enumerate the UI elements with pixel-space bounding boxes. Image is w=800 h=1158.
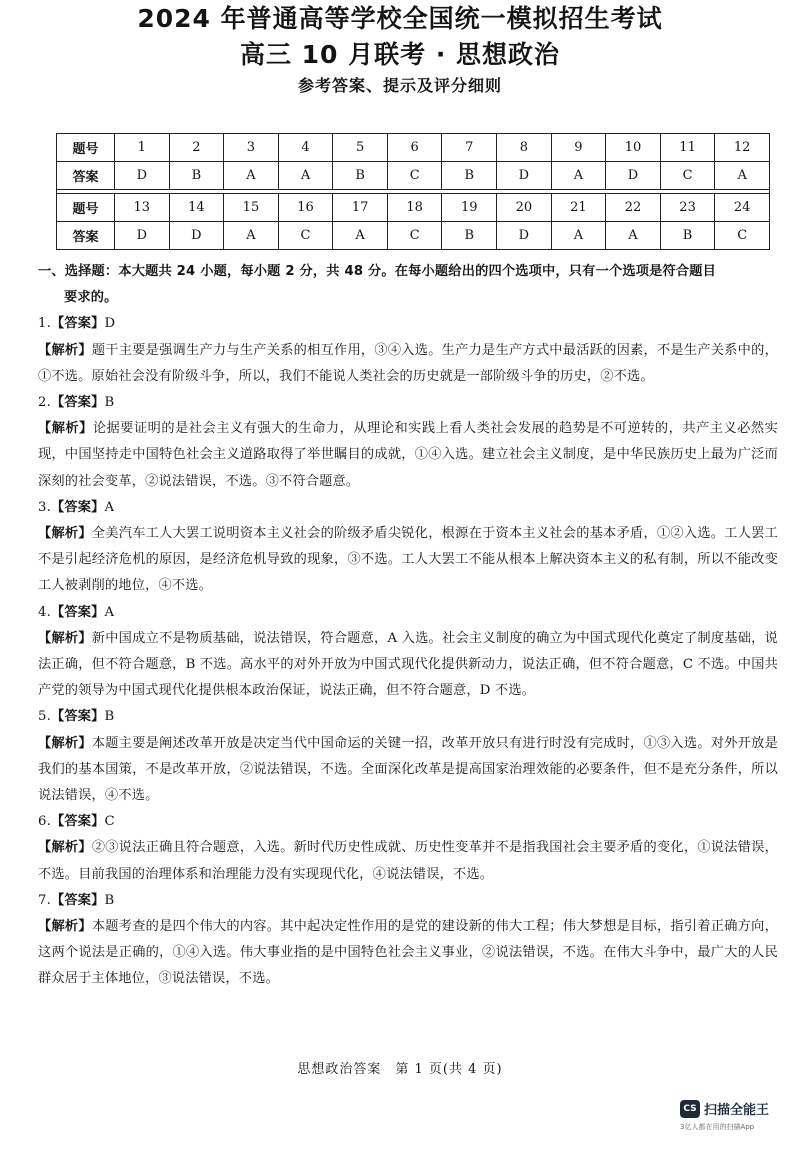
answer-cell: D <box>115 162 170 190</box>
answer-cell: C <box>387 222 442 250</box>
answer-value: B <box>104 395 115 411</box>
answer-table-answer-row <box>57 222 770 250</box>
question-number-cell: 7 <box>442 134 497 162</box>
question-number: 4. <box>38 604 51 620</box>
question-number-cell: 12 <box>715 134 770 162</box>
row-header: 题号 <box>57 194 115 222</box>
answer-cell: B <box>333 162 388 190</box>
question-answer-line <box>38 600 778 626</box>
answer-table-number-row <box>57 194 770 222</box>
answer-cell: C <box>660 162 715 190</box>
explanation-text: 本题主要是阐述改革开放是决定当代中国命运的关键一招，改革开放只有进行时没有完成时，①③入选。对外开放是我们的基本国策，不是改革开放，②说法错误，不选。全面深化改革是提高国家治理效能的必要条件，但不是充分条件，所以说法错误，④不选。 <box>38 735 778 804</box>
explanation-tag: 【解析】 <box>38 630 92 646</box>
question-number-cell: 17 <box>333 194 388 222</box>
answer-cell: A <box>551 162 606 190</box>
camscanner-logo-icon: CS <box>680 1100 700 1118</box>
explanation-text: ②③说法正确且符合题意，入选。新时代历史性成就、历史性变革并不是指我国社会主要矛盾的变化，①说法错误，不选。目前我国的治理体系和治理能力没有实现现代化，④说法错误，不选。 <box>38 840 778 882</box>
answer-value: B <box>104 892 115 908</box>
answer-value: A <box>104 604 115 620</box>
question-number-cell: 15 <box>224 194 279 222</box>
answer-cell: A <box>715 162 770 190</box>
page-footer: 思想政治答案 第 1 页(共 4 页) <box>297 1062 503 1077</box>
explanation-tag: 【解析】 <box>38 342 92 358</box>
section-intro-line2: 要求的。 <box>64 290 118 306</box>
question-number-cell: 9 <box>551 134 606 162</box>
question-answer-line <box>38 311 778 337</box>
answer-tag: 【答案】 <box>50 316 105 332</box>
explanation-text: 全美汽车工人大罢工说明资本主义社会的阶级矛盾尖锐化，根源在于资本主义社会的基本矛盾，①②入选。工人罢工不是引起经济危机的原因，是经济危机导致的现象，③不选。工人大罢工不能从根本上解决资本主义的私有制，所以不能改变工人被剥削的地位，④不选。 <box>38 526 778 594</box>
question-number-cell: 6 <box>387 134 442 162</box>
question-number-cell: 20 <box>497 194 552 222</box>
question-number-cell: 24 <box>715 194 770 222</box>
question-number-cell: 18 <box>387 194 442 222</box>
question-number-cell: 21 <box>551 194 606 222</box>
answer-cell: A <box>224 162 279 190</box>
explanation-text: 新中国成立不是物质基础，说法错误，符合题意，A 入选。社会主义制度的确立为中国式现代化奠定了制度基础，说法正确，但不符合题意，B 不选。高水平的对外开放为中国式现代化提供新动力，说法正确，但不符合题意，C 不选。中国共产党的领导为中国式现代化提供根本政治保证，说法正确，但不符合题意，D 不选。 <box>38 630 778 699</box>
question-number-cell: 11 <box>660 134 715 162</box>
explanation-tag: 【解析】 <box>38 421 93 437</box>
answer-tag: 【答案】 <box>50 814 105 830</box>
question-number: 6. <box>38 814 51 830</box>
question-number-cell: 1 <box>115 134 170 162</box>
question-number-cell: 10 <box>606 134 661 162</box>
watermark-tagline: 3亿人都在用的扫描App <box>680 1123 755 1131</box>
answer-cell: D <box>606 162 661 190</box>
answer-tag: 【答案】 <box>50 604 105 620</box>
row-header: 题号 <box>57 134 115 162</box>
watermark-app-name: 扫描全能王 <box>704 1103 770 1118</box>
explanation-paragraph <box>38 521 778 600</box>
section-intro-line1: 一、选择题：本大题共 24 小题，每小题 2 分，共 48 分。在每小题给出的四个选项中，只有一个选项是符合题目 <box>38 264 717 279</box>
answer-table-answer-row <box>57 162 770 190</box>
answer-cell: D <box>169 222 224 250</box>
answer-cell: B <box>442 162 497 190</box>
explanation-paragraph <box>38 416 778 495</box>
answer-cell: B <box>169 162 224 190</box>
answer-tag: 【答案】 <box>50 709 105 725</box>
explanation-tag: 【解析】 <box>38 735 92 751</box>
question-number-cell: 13 <box>115 194 170 222</box>
answer-cell: A <box>278 162 333 190</box>
question-number-cell: 14 <box>169 194 224 222</box>
question-number: 5. <box>38 709 51 725</box>
explanation-tag: 【解析】 <box>38 526 92 542</box>
question-number-cell: 5 <box>333 134 388 162</box>
question-number: 1. <box>38 316 51 332</box>
question-number: 7. <box>38 892 51 908</box>
exam-subtitle: 高三 10 月联考 · 思想政治 <box>239 40 561 69</box>
answer-cell: A <box>606 222 661 250</box>
question-number-cell: 2 <box>169 134 224 162</box>
question-number-cell: 23 <box>660 194 715 222</box>
explanation-paragraph <box>38 914 778 993</box>
question-number-cell: 22 <box>606 194 661 222</box>
exam-title: 2024 年普通高等学校全国统一模拟招生考试 <box>137 4 663 33</box>
question-number-cell: 8 <box>497 134 552 162</box>
answer-cell: C <box>715 222 770 250</box>
answer-value: B <box>104 709 115 725</box>
answer-cell: C <box>387 162 442 190</box>
answer-tag: 【答案】 <box>50 395 105 411</box>
answer-tag: 【答案】 <box>50 499 105 515</box>
answer-table-number-row <box>57 134 770 162</box>
question-number: 3. <box>38 499 51 515</box>
question-answer-line <box>38 888 778 914</box>
answer-table <box>56 133 770 250</box>
question-number: 2. <box>38 395 51 411</box>
row-header: 答案 <box>57 222 115 250</box>
answer-cell: A <box>551 222 606 250</box>
answer-value: A <box>104 499 115 515</box>
question-answer-line <box>38 704 778 730</box>
question-number-cell: 3 <box>224 134 279 162</box>
answer-value: C <box>104 814 115 830</box>
explanation-paragraph <box>38 626 778 705</box>
explanation-tag: 【解析】 <box>38 919 92 935</box>
answer-cell: C <box>278 222 333 250</box>
question-answer-line <box>38 809 778 835</box>
answer-value: D <box>104 316 116 332</box>
answer-cell: D <box>497 222 552 250</box>
explanation-paragraph <box>38 731 778 810</box>
section-intro <box>38 259 778 311</box>
answer-cell: D <box>115 222 170 250</box>
answer-cell: B <box>660 222 715 250</box>
answer-cell: D <box>497 162 552 190</box>
explanation-text: 题干主要是强调生产力与生产关系的相互作用，③④入选。生产力是生产方式中最活跃的因素，不是生产关系中的，①不选。原始社会没有阶级斗争，所以，我们不能说人类社会的历史就是一部阶级斗争的历史，②不选。 <box>38 342 778 384</box>
question-number-cell: 19 <box>442 194 497 222</box>
question-number-cell: 16 <box>278 194 333 222</box>
explanations <box>38 259 778 993</box>
answer-tag: 【答案】 <box>50 892 105 908</box>
row-header: 答案 <box>57 162 115 190</box>
question-list <box>38 311 778 992</box>
explanation-paragraph <box>38 338 778 390</box>
answer-key-heading: 参考答案、提示及评分细则 <box>297 76 502 95</box>
explanation-tag: 【解析】 <box>38 840 92 856</box>
explanation-paragraph <box>38 835 778 887</box>
explanation-text: 本题考查的是四个伟大的内容。其中起决定性作用的是党的建设新的伟大工程；伟大梦想是目标，指引着正确方向，这两个说法是正确的，①④入选。伟大事业指的是中国特色社会主义事业，②说法错误，不选。在伟大斗争中，最广大的人民群众居于主体地位，③说法错误，不选。 <box>38 919 778 987</box>
explanation-text: 论据要证明的是社会主义有强大的生命力，从理论和实践上看人类社会发展的趋势是不可逆转的，共产主义必然实现，中国坚持走中国特色社会主义道路取得了举世瞩目的成就，①④入选。建立社会主义制度，是中华民族历史上最为广泛而深刻的社会变革，②说法错误，不选。③不符合题意。 <box>38 421 778 489</box>
answer-cell: A <box>224 222 279 250</box>
question-number-cell: 4 <box>278 134 333 162</box>
question-answer-line <box>38 390 778 416</box>
answer-cell: A <box>333 222 388 250</box>
scanner-watermark <box>680 1098 790 1138</box>
question-answer-line <box>38 495 778 521</box>
answer-cell: B <box>442 222 497 250</box>
